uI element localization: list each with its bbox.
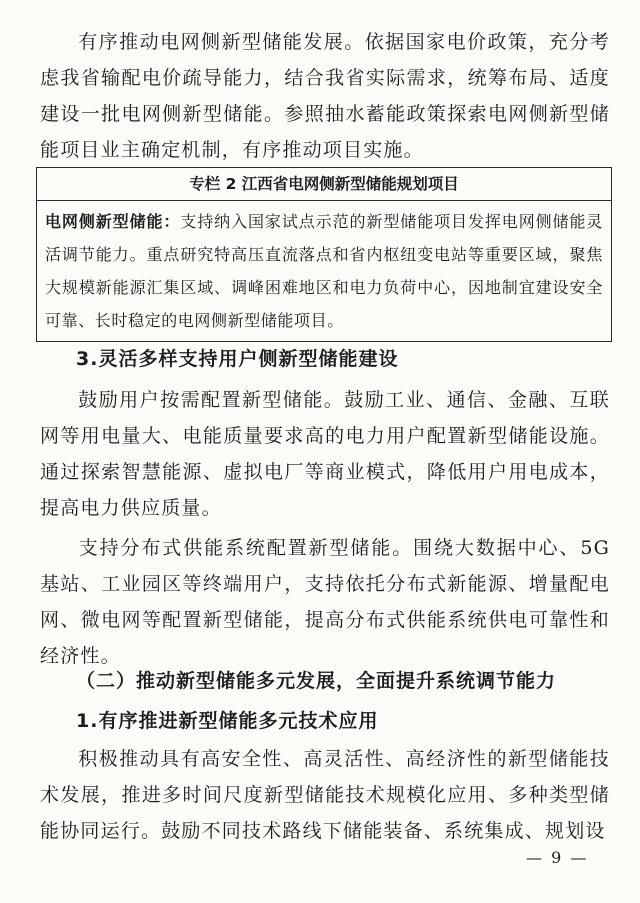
section-3-heading: 3.灵活多样支持用户侧新型储能建设 <box>76 348 399 370</box>
item-1-heading: 1.有序推进新型储能多元技术应用 <box>76 710 379 732</box>
column-box <box>36 167 612 342</box>
page-number: — 9 — <box>526 848 589 867</box>
section-3-paragraph-2: 支持分布式供能系统配置新型储能。围绕大数据中心、5G基站、工业园区等终端用户，支持依托分布式新能源、增量配电网、微电网等配置新型储能，提高分布式供能系统供电可靠性和经济性。 <box>40 537 610 667</box>
box-body <box>37 201 611 337</box>
item-1-paragraph: 积极推动具有高安全性、高灵活性、高经济性的新型储能技术发展，推进多时间尺度新型储能技术规模化应用、多种类型储能协同运行。鼓励不同技术路线下储能装备、系统集成、规划设 <box>40 748 610 842</box>
intro-paragraph: 有序推动电网侧新型储能发展。依据国家电价政策，充分考虑我省输配电价疏导能力，结合我省实际需求，统筹布局、适度建设一批电网侧新型储能。参照抽水蓄能政策探索电网侧新型储能项目业主确定机制，有序推动项目实施。 <box>40 31 610 161</box>
box-lead: 电网侧新型储能： <box>45 212 181 231</box>
box-title: 专栏 2 江西省电网侧新型储能规划项目 <box>37 168 611 201</box>
part-2-heading: （二）推动新型储能多元发展，全面提升系统调节能力 <box>76 670 557 692</box>
section-3-paragraph-1: 鼓励用户按需配置新型储能。鼓励工业、通信、金融、互联网等用电量大、电能质量要求高的电力用户配置新型储能设施。通过探索智慧能源、虚拟电厂等商业模式，降低用户用电成本，提高电力供应质量。 <box>40 389 610 519</box>
box-text: 支持纳入国家试点示范的新型储能项目发挥电网侧储能灵活调节能力。重点研究特高压直流落点和省内枢纽变电站等重要区域，聚焦大规模新能源汇集区域、调峰困难地区和电力负荷中心，因地制宜建设安全可靠、长时稳定的电网侧新型储能项目。 <box>45 212 603 330</box>
